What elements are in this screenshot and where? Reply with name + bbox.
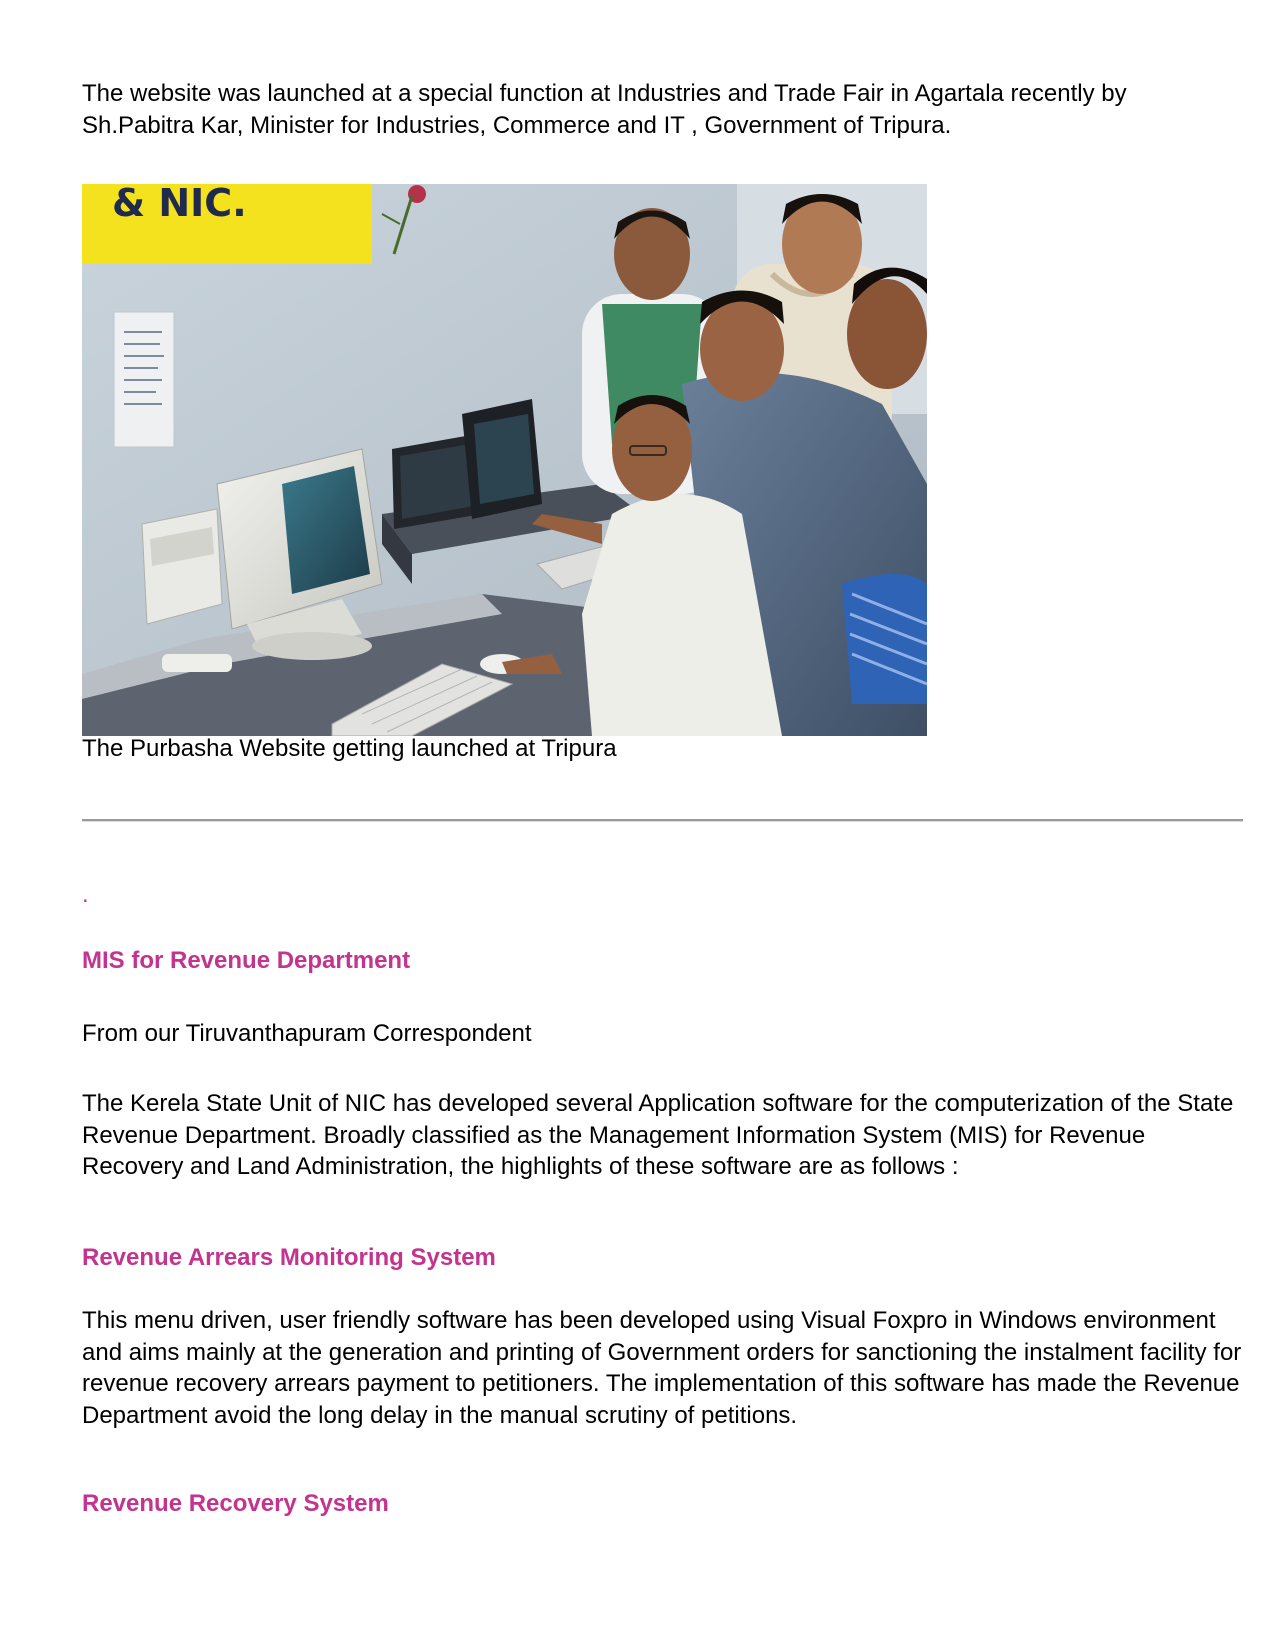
intro-paragraph: The website was launched at a special function at Industries and Trade Fair in Agartala recently by Sh.Pabitra Kar, Minister for Industries, Commerce and IT , Government of Tripura. [82,80,1127,139]
banner-text: & NIC. [112,184,247,225]
horizontal-rule [82,819,1243,822]
separator-dot: . [82,881,89,908]
article-body: The Kerela State Unit of NIC has developed several Application software for the computerization of the State Revenue Department. Broadly classified as the Management Information System (MIS) for Revenue Recovery and Land Administration, the highlights of these software are as follows : [82,1090,1234,1180]
launch-photo [82,184,927,736]
photo-caption: The Purbasha Website getting launched at Tripura [82,735,617,762]
section-heading-arrears: Revenue Arrears Monitoring System [82,1244,496,1271]
article-byline: From our Tiruvanthapuram Correspondent [82,1020,532,1047]
section-text-arrears: This menu driven, user friendly software has been developed using Visual Foxpro in Windows environment and aims mainly at the generation and printing of Government orders for sanctioning the instalment facility for revenue recovery arrears payment to petitioners. The implementation of this software has made the Revenue Department avoid the long delay in the manual scrutiny of petitions. [82,1307,1242,1429]
section-heading-recovery: Revenue Recovery System [82,1490,389,1517]
article-title: MIS for Revenue Department [82,947,411,974]
